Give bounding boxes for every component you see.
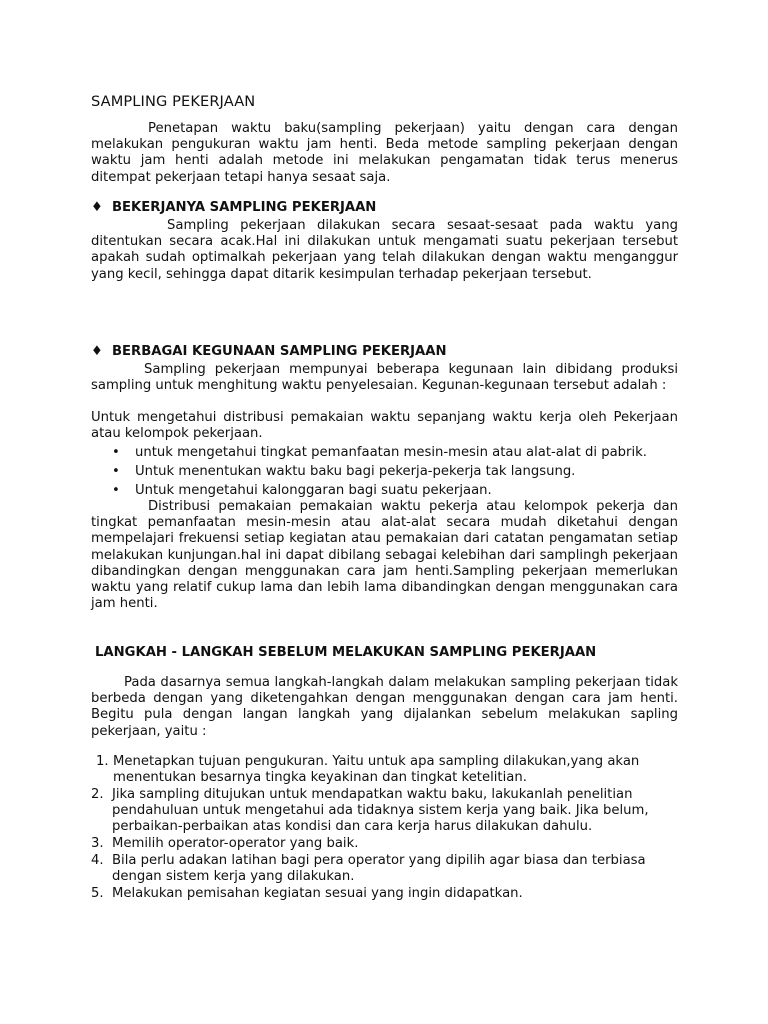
bullet-dot-icon: • — [112, 483, 120, 498]
section2-paragraph-3: Distribusi pemakaian pemakaian waktu pekerja atau kelompok pekerja dan tingkat pemanfaatan mesin-mesin atau alat-alat secara mudah diketahui dengan mempelajari frekuensi setiap kegiatan atau pemakaian dari catatan pengamatan setiap melakukan kunjungan.hal ini dapat dibilang sebagai kelebihan dari samplingh pekerjaan dibandingkan dengan menggunakan cara jam henti.Sampling pekerjaan memerlukan waktu yang relatif cukup lama dan lebih lama dibandingkan dengan menggunakan cara jam henti. — [91, 499, 678, 612]
list-item: 4. Bila perlu adakan latihan bagi pera operator yang dipilih agar biasa dan terbiasa dengan sistem kerja yang dilakukan. — [91, 853, 646, 885]
list-item: • untuk mengetahui tingkat pemanfaatan mesin-mesin atau alat-alat di pabrik. — [112, 445, 647, 460]
bullet-dot-icon: • — [112, 464, 120, 479]
list-item: 5. Melakukan pemisahan kegiatan sesuai yang ingin didapatkan. — [91, 886, 523, 901]
list-item: 1. Menetapkan tujuan pengukuran. Yaitu untuk apa sampling dilakukan,yang akan menentukan besarnya tingka keyakinan dan tingkat ketelitian. — [96, 754, 640, 786]
section-heading-bekerjanya: ♦ BEKERJANYA SAMPLING PEKERJAAN — [91, 200, 377, 215]
list-item: • Untuk menentukan waktu baku bagi pekerja-pekerja tak langsung. — [112, 464, 576, 479]
list-item: 2. Jika sampling ditujukan untuk mendapatkan waktu baku, lakukanlah penelitian pendahuluan untuk mengetahui ada tidaknya sistem kerja yang baik. Jika belum, perbaikan-perbaikan atas kondisi dan cara kerja harus dilakukan dahulu. — [91, 787, 649, 835]
section3-paragraph: Pada dasarnya semua langkah-langkah dalam melakukan sampling pekerjaan tidak berbeda dengan yang diketengahkan dengan menggunakan dengan cara jam henti. Begitu pula dengan langan langkah yang dijalankan sebelum melakukan sapling pekerjaan, yaitu : — [91, 675, 678, 739]
document-title: SAMPLING PEKERJAAN — [91, 93, 256, 110]
bullet-dot-icon: • — [112, 445, 120, 460]
section2-paragraph: Sampling pekerjaan mempunyai beberapa kegunaan lain dibidang produksi sampling untuk menghitung waktu penyelesaian. Kegunan-kegunaan tersebut adalah : — [91, 362, 678, 394]
section1-paragraph: Sampling pekerjaan dilakukan secara sesaat-sesaat pada waktu yang ditentukan secara acak.Hal ini dilakukan untuk mengamati suatu pekerjaan tersebut apakah sudah optimalkah pekerjaan yang telah dilakukan dengan waktu menganggur yang kecil, sehingga dapat ditarik kesimpulan terhadap pekerjaan tersebut. — [91, 218, 678, 282]
intro-paragraph: Penetapan waktu baku(sampling pekerjaan) yaitu dengan cara dengan melakukan pengukuran waktu jam henti. Beda metode sampling pekerjaan dengan waktu jam henti adalah metode ini melakukan pengamatan tidak terus menerus ditempat pekerjaan tetapi hanya sesaat saja. — [91, 121, 678, 185]
diamond-bullet-icon: ♦ — [91, 344, 103, 359]
list-item: 3. Memilih operator-operator yang baik. — [91, 836, 359, 851]
section-heading-langkah: LANGKAH - LANGKAH SEBELUM MELAKUKAN SAMPLING PEKERJAAN — [95, 645, 597, 660]
list-item: • Untuk mengetahui kalonggaran bagi suatu pekerjaan. — [112, 483, 492, 498]
section-heading-kegunaan: ♦ BERBAGAI KEGUNAAN SAMPLING PEKERJAAN — [91, 344, 447, 359]
section2-paragraph-2: Untuk mengetahui distribusi pemakaian waktu sepanjang waktu kerja oleh Pekerjaan atau kelompok pekerjaan. — [91, 410, 678, 442]
diamond-bullet-icon: ♦ — [91, 200, 103, 215]
